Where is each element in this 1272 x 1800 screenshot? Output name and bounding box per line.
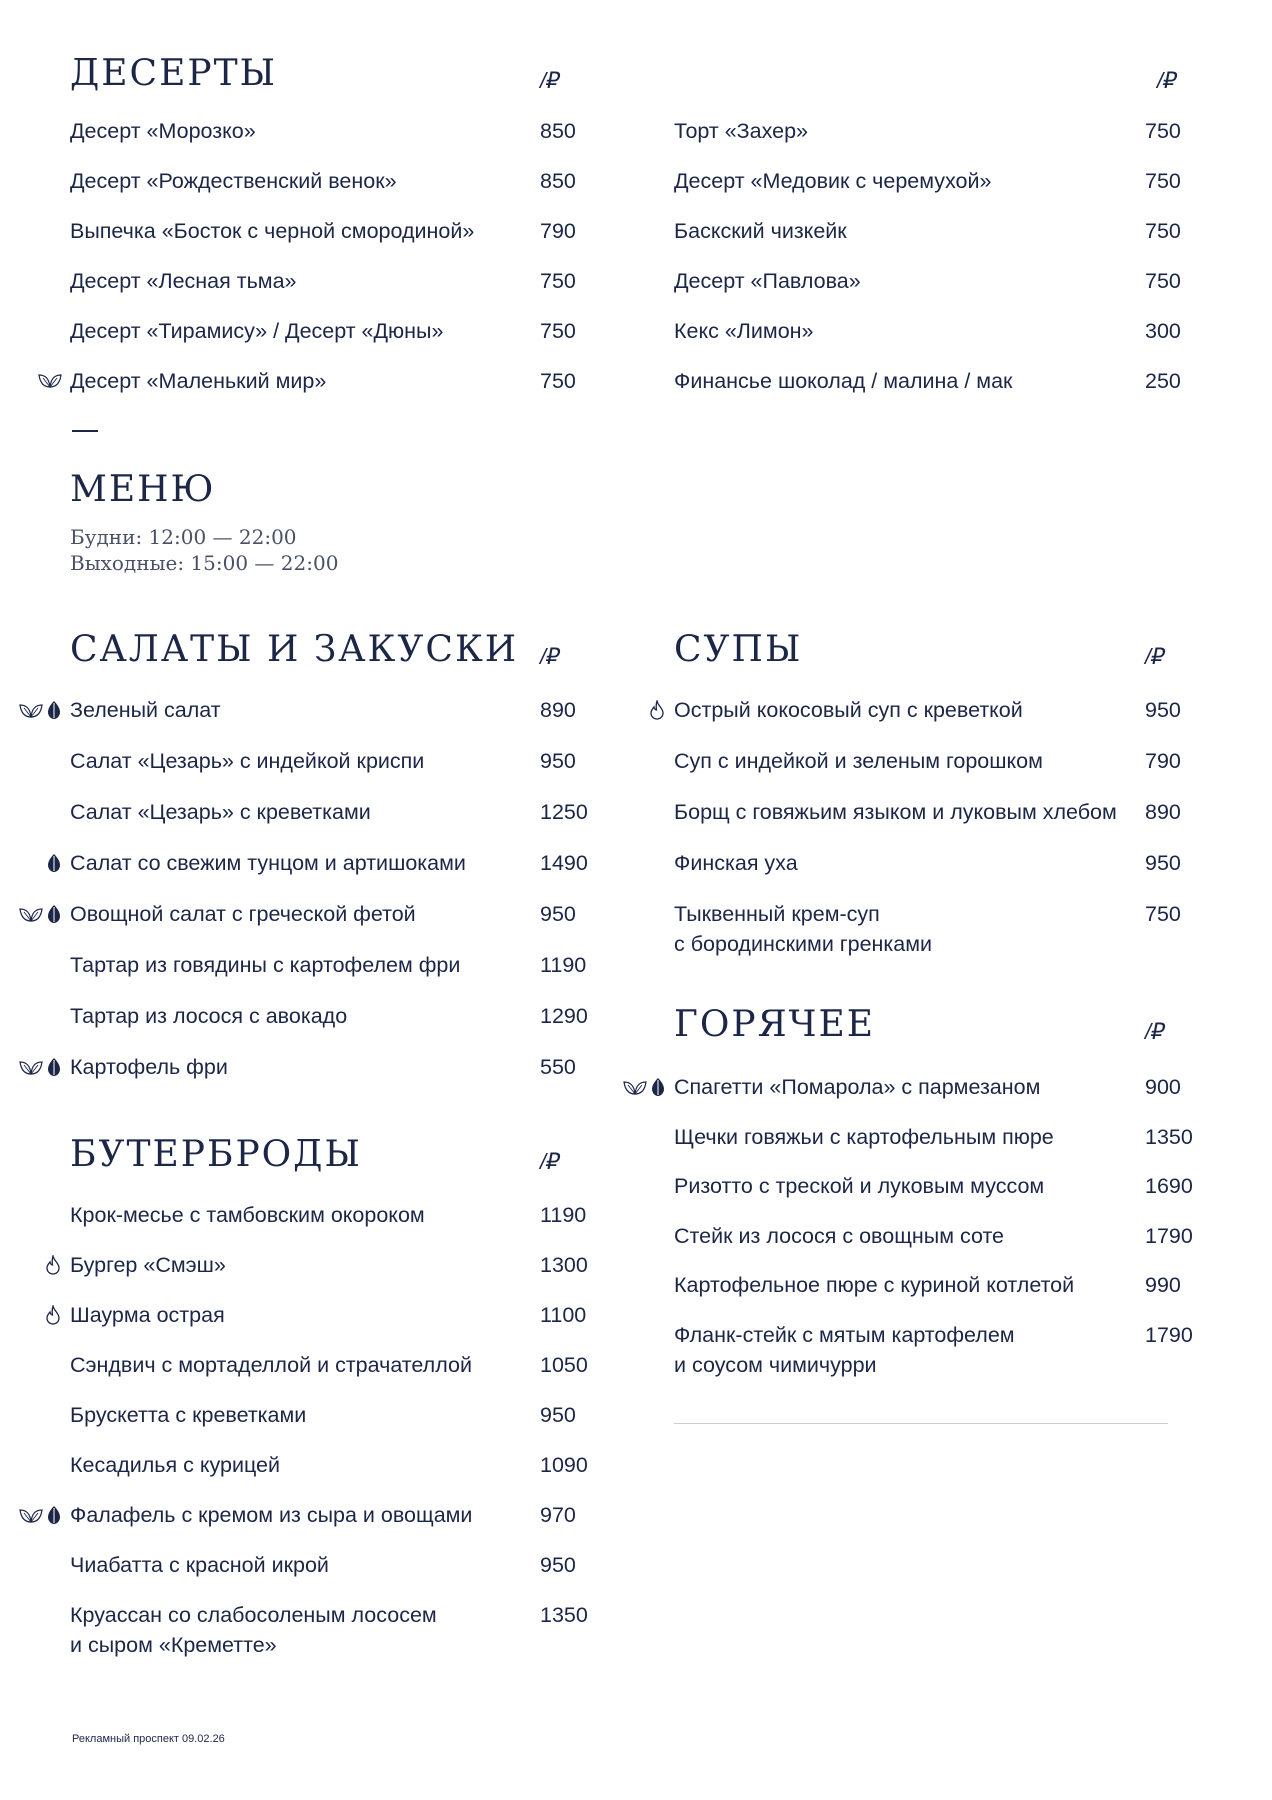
menu-item-name [70, 1200, 425, 1230]
leaf-solid-icon [650, 1077, 666, 1097]
menu-item-name [674, 1171, 1044, 1201]
menu-item-price: 790 [1145, 749, 1181, 773]
menu-item-name [674, 1072, 1040, 1102]
hot-heading: ГОРЯЧЕЕ [674, 1004, 876, 1045]
menu-item-price: 1090 [540, 1453, 588, 1477]
menu-item-name-line: Зеленый салат [70, 698, 221, 722]
menu-item-name [674, 366, 1012, 396]
menu-item-name-line: с бородинскими гренками [674, 932, 933, 956]
menu-item-price: 1050 [540, 1353, 588, 1377]
menu-item-name [674, 1270, 1074, 1300]
menu-item-name-line: Кесадилья с курицей [70, 1453, 280, 1477]
sandwiches-heading: БУТЕРБРОДЫ [70, 1134, 362, 1175]
menu-item-name-line: Десерт «Павлова» [674, 269, 861, 293]
menu-item-name-line: Фланк-стейк с мятым картофелем [674, 1322, 1015, 1347]
leaf-solid-icon [46, 1505, 62, 1525]
menu-item-price: 750 [540, 269, 576, 293]
menu-item-price: 900 [1145, 1075, 1181, 1099]
menu-item-name [70, 695, 221, 725]
menu-item-name [70, 266, 297, 296]
salads-currency: /₽ [540, 644, 561, 669]
menu-item-price: 1100 [540, 1303, 587, 1327]
leaf-solid-icon [46, 700, 62, 720]
menu-item-name-line: Салат со свежим тунцом и артишоками [70, 851, 466, 875]
desserts-heading: ДЕСЕРТЫ [70, 53, 278, 94]
menu-item-price: 850 [540, 169, 576, 193]
desserts-currency-left: /₽ [540, 68, 561, 93]
spicy-icon [648, 700, 666, 720]
menu-item-name-line: Чиабатта с красной икрой [70, 1553, 329, 1577]
menu-item-price: 550 [540, 1055, 576, 1079]
menu-item-price: 890 [540, 698, 576, 722]
leaf-solid-icon [46, 853, 62, 873]
menu-item-name-line: и соусом чимичурри [674, 1352, 877, 1377]
menu-item-price: 750 [1145, 219, 1181, 243]
menu-item-name-line: Брускетта с креветками [70, 1403, 307, 1427]
menu-item-name-line: Сэндвич с мортаделлой и страчателлой [70, 1353, 472, 1377]
menu-item-price: 1690 [1145, 1174, 1193, 1198]
menu-item-price: 950 [540, 749, 576, 773]
menu-item-name [70, 1052, 228, 1082]
menu-item-name [70, 1250, 226, 1280]
menu-item-name [674, 266, 861, 296]
menu-item-price: 1250 [540, 800, 588, 824]
menu-item-name [70, 899, 416, 929]
menu-item-price: 990 [1145, 1273, 1181, 1297]
menu-item-price: 950 [1145, 851, 1181, 875]
spicy-icon [44, 1305, 62, 1325]
menu-item-price: 950 [540, 1553, 576, 1577]
menu-item-name [70, 1600, 437, 1660]
leaf-icon [623, 1078, 647, 1096]
menu-item-name [70, 1550, 329, 1580]
menu-item-name [70, 1300, 225, 1330]
salads-heading: САЛАТЫ И ЗАКУСКИ [70, 629, 519, 670]
menu-item-price: 750 [1145, 169, 1181, 193]
menu-item-name [674, 695, 1023, 725]
menu-item-name [674, 899, 932, 959]
menu-item-name-line: Салат «Цезарь» с креветками [70, 800, 371, 824]
menu-item-price: 850 [540, 119, 576, 143]
menu-item-price: 1350 [540, 1603, 588, 1627]
menu-item-name [70, 366, 326, 396]
menu-item-name [70, 1001, 347, 1031]
menu-item-name-line: Десерт «Рождественский венок» [70, 169, 397, 193]
weekday-hours: Будни: 12:00 — 22:00 [70, 525, 297, 549]
menu-item-name-line: Круассан со слабосоленым лососем [70, 1603, 437, 1627]
menu-item-price: 1190 [540, 1203, 587, 1227]
menu-item-price: 250 [1145, 369, 1181, 393]
menu-item-name-line: Десерт «Тирамису» / Десерт «Дюны» [70, 319, 444, 343]
soups-heading: СУПЫ [674, 629, 803, 670]
menu-item-name [70, 1450, 280, 1480]
menu-item-name [70, 166, 397, 196]
menu-item-icons [19, 1505, 62, 1525]
menu-item-name [70, 1350, 472, 1380]
menu-item-price: 950 [540, 1403, 576, 1427]
menu-item-price: 1790 [1145, 1322, 1193, 1347]
weekend-hours: Выходные: 15:00 — 22:00 [70, 551, 339, 575]
menu-item-icons [19, 904, 62, 924]
leaf-solid-icon [46, 904, 62, 924]
menu-item-name [674, 1221, 1004, 1251]
menu-item-name-line: Кекс «Лимон» [674, 319, 814, 343]
menu-item-price: 1350 [1145, 1124, 1193, 1149]
menu-item-price: 1190 [540, 953, 587, 977]
menu-item-name [70, 1500, 472, 1530]
menu-item-name [674, 316, 814, 346]
menu-item-price: 750 [540, 369, 576, 393]
menu-item-name-line: Борщ с говяжьим языком и луковым хлебом [674, 800, 1117, 824]
menu-item-icons [38, 371, 62, 389]
menu-item-name-line: Стейк из лосося с овощным соте [674, 1223, 1005, 1248]
menu-item-icons [44, 1255, 62, 1275]
menu-item-name-line: Крок-месье с тамбовским окороком [70, 1203, 425, 1227]
menu-item-price: 950 [540, 902, 576, 926]
menu-item-price: 1490 [540, 851, 588, 875]
menu-item-name-line: Десерт «Маленький мир» [70, 369, 327, 393]
menu-item-name-line: Острый кокосовый суп с креветкой [674, 698, 1023, 722]
menu-item-price: 1300 [540, 1253, 588, 1277]
menu-item-name [70, 116, 256, 146]
leaf-solid-icon [46, 1057, 62, 1077]
menu-item-name-line: Тыквенный крем-суп [674, 902, 880, 926]
menu-item-icons [19, 700, 62, 720]
menu-item-name-line: Финская уха [674, 851, 798, 875]
menu-item-icons [44, 1305, 62, 1325]
menu-item-name-line: Баскский чизкейк [674, 219, 847, 243]
menu-item-name [70, 316, 443, 346]
menu-item-name-line: Торт «Захер» [674, 119, 808, 143]
section-divider-dash [72, 430, 98, 432]
menu-item-price: 1790 [1145, 1223, 1193, 1248]
footer-note: Рекламный проспект 09.02.26 [72, 1733, 225, 1745]
menu-item-name [70, 746, 424, 776]
menu-item-price: 750 [1145, 119, 1181, 143]
menu-item-name [674, 216, 847, 246]
menu-item-name-line: Щечки говяжьи с картофельным пюре [674, 1124, 1054, 1149]
menu-item-price: 1290 [540, 1004, 588, 1028]
menu-item-name-line: Ризотто с треской и луковым муссом [674, 1174, 1045, 1198]
menu-item-name-line: Спагетти «Помарола» с пармезаном [674, 1075, 1041, 1099]
menu-item-price: 950 [1145, 698, 1181, 722]
menu-item-name-line: Шаурма острая [70, 1303, 225, 1327]
menu-item-name-line: Тартар из говядины с картофелем фри [70, 953, 461, 977]
menu-item-name-line: Десерт «Медовик с черемухой» [674, 169, 992, 193]
menu-item-name [674, 848, 798, 878]
menu-item-price: 890 [1145, 800, 1181, 824]
menu-item-name-line: Тартар из лосося с авокадо [70, 1004, 348, 1028]
menu-item-name-line: Бургер «Смэш» [70, 1253, 226, 1277]
leaf-icon [19, 905, 43, 923]
leaf-icon [19, 1506, 43, 1524]
menu-item-name [70, 216, 474, 246]
menu-item-name-line: и сыром «Креметте» [70, 1633, 277, 1657]
menu-item-price: 750 [1145, 269, 1181, 293]
menu-item-name-line: Десерт «Морозко» [70, 119, 256, 143]
menu-item-price: 750 [1145, 902, 1181, 926]
menu-item-price: 970 [540, 1503, 576, 1527]
menu-item-icons [46, 853, 62, 873]
leaf-icon [38, 371, 62, 389]
menu-item-price: 750 [540, 319, 576, 343]
menu-item-name [674, 797, 1117, 827]
menu-heading: МЕНЮ [70, 469, 216, 510]
menu-item-name-line: Финансье шоколад / малина / мак [674, 369, 1013, 393]
menu-item-name [674, 1320, 1015, 1380]
menu-item-price: 300 [1145, 319, 1181, 343]
menu-item-name [674, 746, 1043, 776]
menu-item-name-line: Салат «Цезарь» с индейкой криспи [70, 749, 425, 773]
menu-item-name [70, 950, 460, 980]
leaf-icon [19, 701, 43, 719]
leaf-icon [19, 1058, 43, 1076]
menu-item-name-line: Картофель фри [70, 1055, 228, 1079]
spicy-icon [44, 1255, 62, 1275]
menu-item-icons [623, 1077, 666, 1097]
menu-item-name-line: Картофельное пюре с куриной котлетой [674, 1273, 1075, 1297]
hot-currency: /₽ [1145, 1019, 1166, 1044]
menu-item-price: 790 [540, 219, 576, 243]
menu-item-name [674, 1122, 1054, 1152]
menu-item-name [70, 797, 371, 827]
menu-item-name [70, 848, 466, 878]
menu-item-name-line: Суп с индейкой и зеленым горошком [674, 749, 1043, 773]
menu-item-name [674, 166, 991, 196]
menu-item-name-line: Фалафель с кремом из сыра и овощами [70, 1503, 473, 1527]
menu-item-icons [648, 700, 666, 720]
desserts-currency-right: /₽ [1157, 68, 1178, 93]
soups-currency: /₽ [1145, 644, 1166, 669]
section-end-rule [674, 1423, 1168, 1424]
menu-item-name [674, 116, 808, 146]
menu-item-name-line: Выпечка «Босток с черной смородиной» [70, 219, 475, 243]
menu-item-name-line: Десерт «Лесная тьма» [70, 269, 297, 293]
menu-item-name-line: Овощной салат с греческой фетой [70, 902, 416, 926]
sandwiches-currency: /₽ [540, 1149, 561, 1174]
menu-item-icons [19, 1057, 62, 1077]
menu-item-name [70, 1400, 306, 1430]
